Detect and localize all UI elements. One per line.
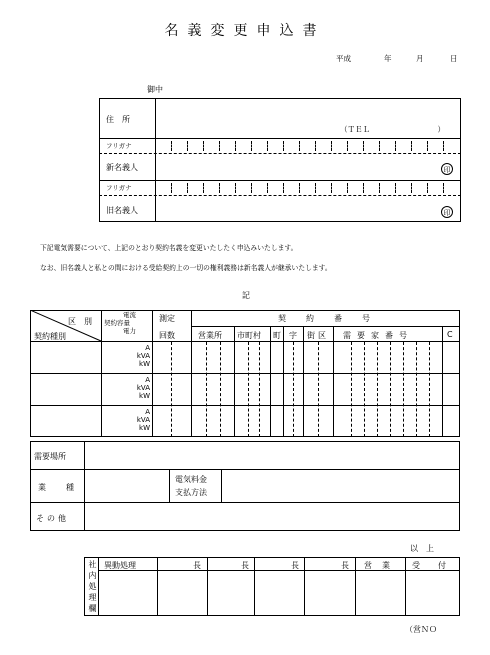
furigana-box-divider [363,141,364,151]
furigana-box-divider [347,183,348,193]
col-divider [303,326,304,437]
other-field[interactable] [86,504,458,530]
sub-header-c: C [447,330,453,339]
cell-divider [416,342,417,437]
furigana-box-divider [171,141,172,151]
col-divider [191,310,192,437]
office-header-cho-4: 長 [341,561,349,570]
cell-divider [220,342,221,437]
office-header-cho-1: 長 [193,561,201,570]
cell-divider [248,342,249,437]
furigana-box-divider [443,141,444,151]
office-header-uketsuke: 受付 [412,561,464,570]
col-divider [169,469,170,502]
cell-divider [171,342,172,437]
cell-divider [351,342,352,437]
ijo-label: 以 上 [410,544,434,553]
furigana-box-divider [235,183,236,193]
side-char: 欄 [88,604,97,613]
furigana-box-divider [283,183,284,193]
side-char: 処 [88,582,97,591]
note-line-2: なお、旧名義人と私との間における受給契約上の一切の権利義務は新名義人が継承いたします。 [40,264,332,272]
furigana-box-divider [187,141,188,151]
office-header-eigyo: 営業 [364,561,400,570]
furigana-box-divider [171,183,172,193]
contract-number-label: 契 約 番 号 [278,314,376,323]
col-divider [270,326,271,437]
contract-type-label: 契約種別 [34,332,66,341]
furigana-label-new: フリガナ [106,142,132,150]
furigana-box-divider [331,183,332,193]
sub-header-aza: 字 [289,331,297,340]
col-divider [283,326,284,437]
cell-divider [259,342,260,437]
furigana-box-divider [299,183,300,193]
unit-label-row3 [136,408,150,432]
furigana-box-divider [363,183,364,193]
addressee: 御中 [147,85,163,94]
page-title: 名義変更申込書 [164,23,326,39]
furigana-box-divider [203,183,204,193]
office-header-cho-3: 長 [291,561,299,570]
old-holder-field[interactable] [160,196,430,221]
side-char: 理 [88,593,97,602]
furigana-box-divider [251,141,252,151]
payment-label-2: 支払方法 [175,488,207,497]
date-month: 月 [416,54,424,63]
furigana-box-divider [299,141,300,151]
furigana-box-divider [219,141,220,151]
furigana-boxes-old[interactable] [156,181,460,195]
date-day: 日 [450,54,458,63]
furigana-box-divider [315,141,316,151]
furigana-box-divider [267,183,268,193]
furigana-box-divider [331,141,332,151]
footer-eigyo-no: （営ＮＯ [405,625,437,634]
cell-divider [403,342,404,437]
furigana-box-divider [427,183,428,193]
place-label: 需要場所 [34,452,66,461]
furigana-box-divider [411,141,412,151]
unit-kw: kW [139,424,150,432]
unit-a: A [145,344,150,352]
unit-kw: kW [139,392,150,400]
kubun-label: 区 別 [68,317,92,326]
unit-kva: kVA [136,352,150,360]
col-divider [152,310,153,437]
furigana-box-divider [315,183,316,193]
col-divider [442,326,443,437]
cell-divider [429,342,430,437]
col-divider [98,557,99,616]
col-divider [405,557,406,616]
unit-a: A [145,376,150,384]
rule [30,502,460,503]
side-char: 内 [88,571,97,580]
payment-label-1: 電気料金 [175,475,207,484]
cell-divider [364,342,365,437]
furigana-box-divider [379,183,380,193]
cell-divider [318,342,319,437]
office-use-table [84,557,460,616]
payment-field[interactable] [223,471,458,501]
rule [191,326,460,327]
meter-label-2: 回数 [159,331,175,340]
side-char: 社 [88,560,97,569]
col-divider [254,557,255,616]
furigana-box-divider [395,183,396,193]
rule [30,469,460,470]
furigana-box-divider [251,183,252,193]
industry-field[interactable] [86,471,168,501]
furigana-box-divider [187,183,188,193]
furigana-box-divider [203,141,204,151]
col-divider [207,557,208,616]
col-divider [234,326,235,437]
furigana-box-divider [411,183,412,193]
old-holder-label: 旧名義人 [106,206,138,215]
office-header-ido: 異動処理 [104,561,136,570]
capacity-line-2: 契約容量 [104,319,130,327]
furigana-boxes-new[interactable] [156,139,460,153]
sub-header-gaiku: 街区 [307,331,329,340]
ki-heading: 記 [242,291,250,300]
new-holder-field[interactable] [160,154,430,179]
col-divider [221,469,222,502]
applicant-col-divider [155,98,156,222]
col-divider [355,557,356,616]
furigana-box-divider [283,141,284,151]
unit-label-row2 [136,376,150,400]
date-era: 平成 [336,54,351,63]
rule [30,373,460,374]
industry-label: 業 種 [38,483,80,492]
tel-label: （ＴＥＬ ） [340,125,445,134]
new-holder-label: 新名義人 [106,163,138,172]
col-divider [333,326,334,437]
cell-divider [377,342,378,437]
col-divider [304,557,305,616]
col-divider [157,557,158,616]
col-divider [84,441,85,531]
unit-kw: kW [139,360,150,368]
furigana-label-old: フリガナ [106,184,132,192]
furigana-box-divider [443,183,444,193]
furigana-box-divider [235,141,236,151]
place-field[interactable] [86,443,458,468]
office-side-label [88,559,97,614]
unit-kva: kVA [136,416,150,424]
rule [30,405,460,406]
unit-label-row1 [136,344,150,368]
furigana-box-divider [267,141,268,151]
furigana-box-divider [347,141,348,151]
furigana-box-divider [379,141,380,151]
unit-a: A [145,408,150,416]
unit-kva: kVA [136,384,150,392]
note-line-1: 下記電気需要について、上記のとおり契約名義を変更いたしたく申込みいたします。 [40,244,298,252]
sub-header-machi: 町 [273,331,281,340]
sub-header-juyoka: 需要家番号 [343,331,413,340]
office-header-cho-2: 長 [241,561,249,570]
capacity-line-3: 電力 [123,327,136,335]
seal-mark-old: 印 [441,206,453,218]
date-year: 年 [384,54,392,63]
furigana-box-divider [219,183,220,193]
sub-header-eigyosho: 営業所 [198,331,222,340]
furigana-box-divider [395,141,396,151]
cell-divider [390,342,391,437]
cell-divider [206,342,207,437]
meter-label-1: 測定 [159,314,175,323]
address-label: 住 所 [106,115,130,124]
sub-header-shichoson: 市町村 [237,331,261,340]
seal-mark-new: 印 [441,163,453,175]
other-label: その他 [36,514,69,523]
furigana-box-divider [427,141,428,151]
capacity-line-1: 電流 [123,311,136,319]
cell-divider [293,342,294,437]
